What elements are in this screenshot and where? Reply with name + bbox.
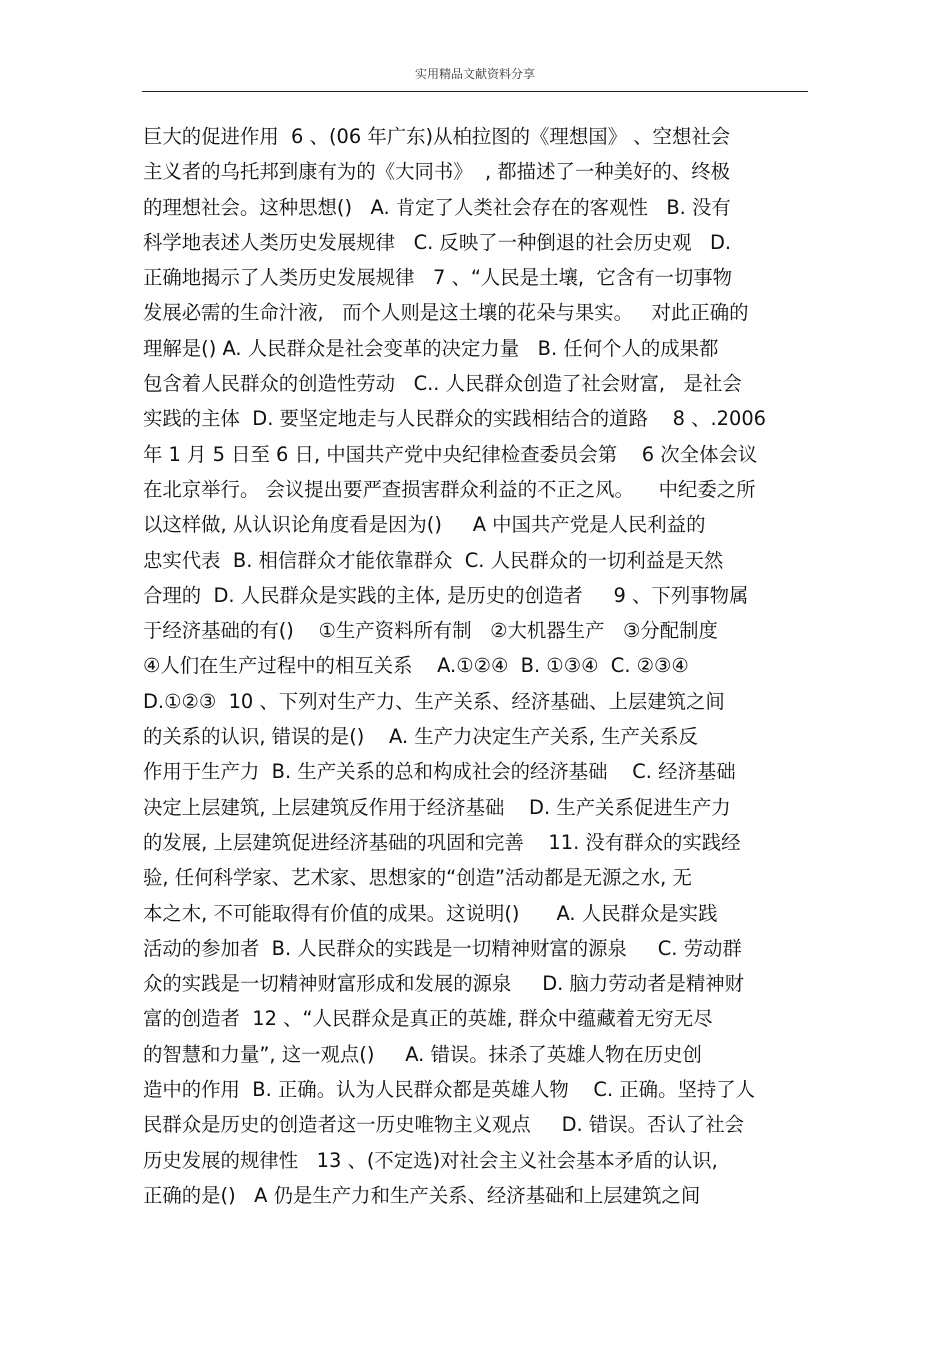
text-line: 实践的主体 D. 要坚定地走与人民群众的实践相结合的道路 8 、.2006 [143, 407, 767, 431]
text-line: 富的创造者 12 、“人民群众是真正的英雄, 群众中蕴藏着无穷无尽 [143, 1007, 713, 1031]
text-line: 在北京举行。 会议提出要严查损害群众利益的不正之风。 中纪委之所 [143, 477, 756, 501]
text-line: 合理的 D. 人民群众是实践的主体, 是历史的创造者 9 、下列事物属 [143, 583, 749, 607]
text-line: 作用于生产力 B. 生产关系的总和构成社会的经济基础 C. 经济基础 [143, 760, 736, 784]
text-line: 主义者的乌托邦到康有为的《大同书》 , 都描述了一种美好的、终极 [143, 160, 730, 184]
text-line: 活动的参加者 B. 人民群众的实践是一切精神财富的源泉 C. 劳动群 [143, 936, 742, 960]
text-line: 正确地揭示了人类历史发展规律 7 、“人民是土壤, 它含有一切事物 [143, 266, 733, 290]
page-header: 实用精品文献资料分享 [414, 67, 535, 81]
text-line: 的理想社会。这种思想() A. 肯定了人类社会存在的客观性 B. 没有 [143, 195, 731, 219]
text-line: 的发展, 上层建筑促进经济基础的巩固和完善 11. 没有群众的实践经 [143, 830, 741, 854]
text-line: 以这样做, 从认识论角度看是因为() A 中国共产党是人民利益的 [143, 513, 706, 537]
text-line: 发展必需的生命汁液, 而个人则是这土壤的花朵与果实。 对此正确的 [143, 301, 749, 325]
text-line: 忠实代表 B. 相信群众才能依靠群众 C. 人民群众的一切利益是天然 [143, 548, 724, 572]
text-line: ④人们在生产过程中的相互关系 A.①②④ B. ①③④ C. ②③④ [143, 654, 689, 678]
document-body [143, 119, 813, 1213]
text-line: 验, 任何科学家、艺术家、思想家的“创造”活动都是无源之水, 无 [143, 866, 692, 890]
text-line: 巨大的促进作用 6 、(06 年广东)从柏拉图的《理想国》 、空想社会 [143, 125, 731, 148]
text-line: D.①②③ 10 、下列对生产力、生产关系、经济基础、上层建筑之间 [143, 689, 725, 713]
text-line: 民群众是历史的创造者这一历史唯物主义观点 D. 错误。否认了社会 [143, 1113, 745, 1137]
text-line: 包含着人民群众的创造性劳动 C.. 人民群众创造了社会财富, 是社会 [143, 372, 742, 396]
text-line: 的智慧和力量”, 这一观点() A. 错误。抹杀了英雄人物在历史创 [143, 1042, 702, 1066]
text-line: 于经济基础的有() ①生产资料所有制 ②大机器生产 ③分配制度 [143, 619, 718, 643]
text-line: 造中的作用 B. 正确。认为人民群众都是英雄人物 C. 正确。坚持了人 [143, 1078, 756, 1102]
text-line: 年 1 月 5 日至 6 日, 中国共产党中央纪律检查委员会第 6 次全体会议 [143, 442, 758, 466]
text-line: 本之木, 不可能取得有价值的成果。这说明() A. 人民群众是实践 [143, 901, 718, 925]
text-line: 科学地表述人类历史发展规律 C. 反映了一种倒退的社会历史观 D. [143, 230, 732, 254]
text-line: 的关系的认识, 错误的是() A. 生产力决定生产关系, 生产关系反 [143, 725, 699, 749]
text-line: 众的实践是一切精神财富形成和发展的源泉 D. 脑力劳动者是精神财 [143, 972, 745, 996]
text-line: 理解是() A. 人民群众是社会变革的决定力量 B. 任何个人的成果都 [143, 336, 719, 360]
text-line: 决定上层建筑, 上层建筑反作用于经济基础 D. 生产关系促进生产力 [143, 795, 731, 819]
text-line: 正确的是() A 仍是生产力和生产关系、经济基础和上层建筑之间 [143, 1183, 701, 1207]
header-divider [142, 91, 808, 92]
text-line: 历史发展的规律性 13 、(不定选)对社会主义社会基本矛盾的认识, [143, 1148, 718, 1172]
